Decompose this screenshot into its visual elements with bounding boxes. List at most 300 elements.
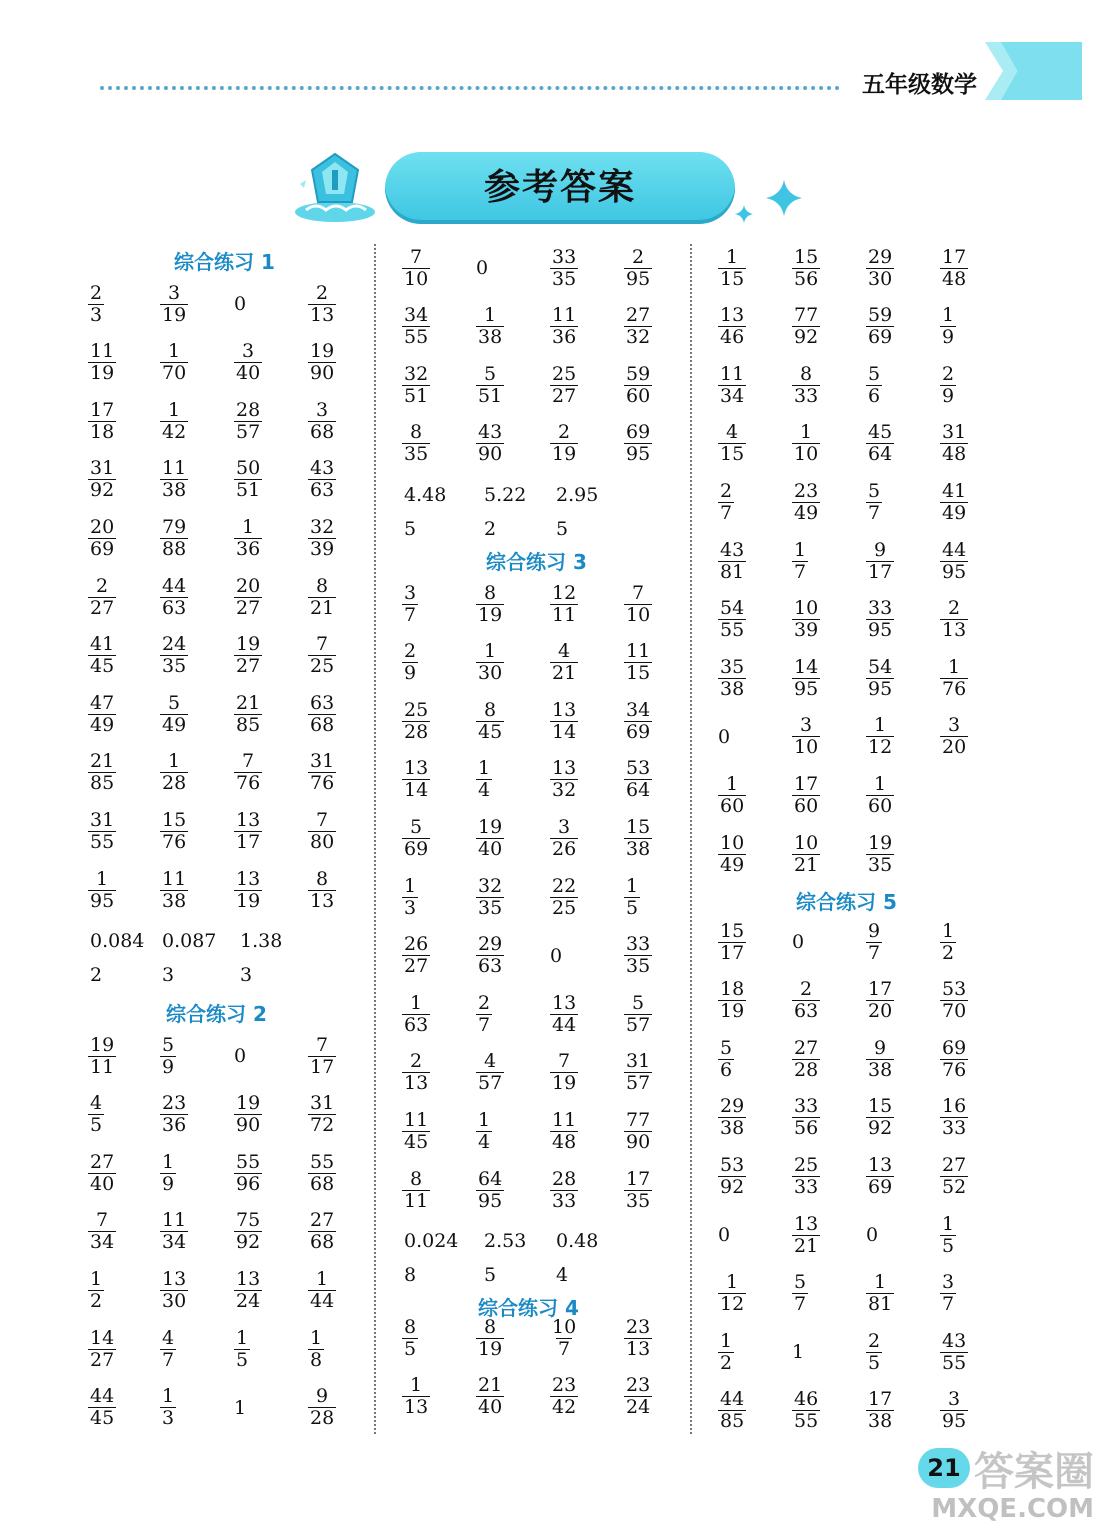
numerator: 11	[162, 457, 187, 480]
numerator: 2	[868, 1329, 881, 1352]
numerator: 32	[478, 874, 503, 897]
answer-cell	[940, 242, 968, 294]
answer-cell	[718, 916, 746, 968]
fraction	[792, 657, 820, 700]
denominator: 27	[404, 955, 429, 978]
numerator: 1	[942, 919, 955, 942]
fraction	[792, 1038, 820, 1081]
page-number: 21	[918, 1448, 970, 1488]
numerator: 1	[874, 772, 887, 795]
answer-cell	[866, 916, 882, 968]
answer-cell	[940, 1150, 968, 1202]
page-title: 参考答案	[483, 167, 636, 208]
denominator: 7	[404, 603, 417, 626]
denominator: 49	[794, 501, 819, 524]
answer-row	[0, 1033, 1102, 1085]
denominator: 95	[868, 619, 893, 642]
fraction	[940, 1389, 968, 1432]
denominator: 11	[404, 1189, 429, 1212]
fraction	[718, 364, 746, 407]
answer-cell	[866, 418, 894, 470]
answer-decimal: 0.084	[90, 930, 145, 952]
denominator: 19	[162, 303, 187, 326]
answer-value: 0	[234, 293, 247, 315]
answer-row	[0, 359, 1102, 411]
numerator: 55	[236, 1150, 261, 1173]
numerator: 1	[410, 991, 423, 1014]
answer-cell	[792, 1385, 820, 1437]
denominator: 42	[552, 1396, 577, 1419]
numerator: 54	[720, 597, 745, 620]
denominator: 21	[794, 1234, 819, 1257]
numerator: 1	[316, 1267, 329, 1290]
fraction	[792, 774, 820, 817]
numerator: 4	[726, 421, 739, 444]
numerator: 19	[236, 633, 261, 656]
fraction	[866, 1389, 894, 1432]
numerator: 46	[794, 1388, 819, 1411]
numerator: 33	[794, 1095, 819, 1118]
numerator: 77	[794, 304, 819, 327]
answer-cell	[792, 301, 820, 353]
answer-cell	[940, 1209, 956, 1261]
denominator: 69	[868, 1175, 893, 1198]
numerator: 17	[626, 1167, 651, 1190]
numerator: 10	[794, 597, 819, 620]
numerator: 1	[942, 304, 955, 327]
denominator: 45	[404, 1130, 429, 1153]
numerator: 3	[948, 1388, 961, 1411]
answer-value: 0	[718, 725, 731, 748]
denominator: 57	[626, 1013, 651, 1036]
fraction	[792, 1096, 820, 1139]
denominator: 55	[90, 830, 115, 853]
title-banner	[385, 152, 735, 224]
denominator: 44	[552, 1013, 577, 1036]
fraction	[940, 305, 956, 348]
numerator: 53	[720, 1153, 745, 1176]
answer-cell	[718, 476, 734, 528]
fraction	[792, 481, 820, 524]
numerator: 8	[316, 574, 329, 597]
denominator: 76	[162, 830, 187, 853]
denominator: 68	[310, 1172, 335, 1195]
denominator: 57	[626, 1072, 651, 1095]
answer-cell	[792, 769, 820, 821]
numerator: 31	[310, 1092, 335, 1115]
denominator: 90	[236, 1114, 261, 1137]
numerator: 43	[942, 1329, 967, 1352]
denominator: 63	[404, 1013, 429, 1036]
answer-row	[0, 769, 1102, 821]
numerator: 59	[868, 304, 893, 327]
fraction	[866, 1038, 894, 1081]
numerator: 23	[626, 1374, 651, 1397]
denominator: 12	[868, 736, 893, 759]
numerator: 23	[794, 479, 819, 502]
answer-row	[0, 1092, 1102, 1144]
numerator: 1	[726, 772, 739, 795]
fraction	[940, 422, 968, 465]
denominator: 7	[868, 501, 881, 524]
fraction	[866, 715, 894, 758]
numerator: 55	[310, 1150, 335, 1173]
denominator: 10	[404, 267, 429, 290]
answer-decimal: 2	[90, 964, 103, 986]
denominator: 55	[794, 1410, 819, 1433]
answer-decimal: 2.53	[484, 1230, 527, 1252]
fraction	[866, 247, 894, 290]
denominator: 69	[404, 837, 429, 860]
denominator: 35	[162, 655, 187, 678]
denominator: 13	[404, 1396, 429, 1419]
numerator: 5	[168, 691, 181, 714]
numerator: 10	[794, 831, 819, 854]
answer-cell	[792, 535, 808, 587]
sparkle-icon	[764, 178, 804, 218]
denominator: 36	[552, 326, 577, 349]
numerator: 75	[236, 1209, 261, 1232]
fraction	[718, 1155, 746, 1198]
denominator: 90	[310, 362, 335, 385]
numerator: 2	[948, 597, 961, 620]
denominator: 92	[236, 1231, 261, 1254]
denominator: 70	[162, 362, 187, 385]
answer-cell	[718, 301, 746, 353]
denominator: 4	[478, 1130, 491, 1153]
fraction	[940, 540, 968, 583]
answer-cell	[866, 769, 894, 821]
denominator: 45	[90, 1407, 115, 1430]
numerator: 13	[404, 757, 429, 780]
answer-cell	[940, 1268, 956, 1320]
answer-decimal: 1.38	[240, 930, 283, 952]
denominator: 92	[794, 326, 819, 349]
denominator: 9	[404, 662, 417, 685]
numerator: 27	[90, 1150, 115, 1173]
numerator: 11	[626, 640, 651, 663]
answer-value: 0	[718, 1224, 731, 1246]
denominator: 19	[236, 889, 261, 912]
numerator: 3	[404, 581, 417, 604]
numerator: 1	[168, 398, 181, 421]
numerator: 44	[942, 538, 967, 561]
answer-cell	[792, 418, 820, 470]
answer-cell	[792, 1033, 820, 1085]
numerator: 27	[310, 1209, 335, 1232]
answer-cell	[940, 652, 968, 704]
denominator: 44	[310, 1289, 335, 1312]
fraction	[866, 921, 882, 964]
numerator: 29	[720, 1095, 745, 1118]
numerator: 5	[868, 479, 881, 502]
answer-cell	[940, 535, 968, 587]
numerator: 1	[168, 750, 181, 773]
answer-cell	[718, 1326, 734, 1378]
denominator: 5	[942, 1234, 955, 1257]
numerator: 5	[794, 1271, 807, 1294]
fraction	[866, 1331, 882, 1374]
numerator: 9	[874, 1036, 887, 1059]
denominator: 69	[626, 720, 651, 743]
answer-cell	[792, 1268, 808, 1320]
denominator: 81	[868, 1293, 893, 1316]
numerator: 8	[484, 1315, 497, 1338]
watermark-url: MXQE.COM	[931, 1494, 1094, 1524]
answer-cell	[940, 594, 968, 646]
denominator: 95	[794, 677, 819, 700]
numerator: 11	[162, 867, 187, 890]
fraction	[624, 876, 640, 919]
denominator: 51	[404, 384, 429, 407]
numerator: 17	[868, 1388, 893, 1411]
section-title: 综合练习 2	[166, 1002, 267, 1026]
denominator: 33	[942, 1117, 967, 1140]
denominator: 11	[90, 1055, 115, 1078]
numerator: 13	[162, 1267, 187, 1290]
denominator: 63	[162, 596, 187, 619]
answer-cell	[940, 1385, 968, 1437]
numerator: 17	[794, 772, 819, 795]
numerator: 31	[90, 457, 115, 480]
denominator: 7	[794, 1293, 807, 1316]
denominator: 13	[626, 1337, 651, 1360]
denominator: 33	[794, 1175, 819, 1198]
numerator: 7	[96, 1209, 109, 1232]
numerator: 24	[162, 633, 187, 656]
denominator: 40	[236, 362, 261, 385]
fraction	[718, 921, 746, 964]
denominator: 27	[90, 1348, 115, 1371]
numerator: 22	[552, 874, 577, 897]
numerator: 1	[96, 867, 109, 890]
numerator: 23	[552, 1374, 577, 1397]
answer-decimal: 2.95	[556, 483, 599, 506]
denominator: 10	[626, 603, 651, 626]
answer-cell	[866, 1092, 894, 1144]
denominator: 14	[552, 720, 577, 743]
denominator: 7	[478, 1013, 491, 1036]
numerator: 4	[162, 1326, 175, 1349]
denominator: 38	[720, 1117, 745, 1140]
numerator: 19	[90, 1033, 115, 1056]
numerator: 19	[236, 1092, 261, 1115]
numerator: 13	[868, 1153, 893, 1176]
denominator: 20	[942, 736, 967, 759]
denominator: 13	[404, 1072, 429, 1095]
denominator: 10	[794, 443, 819, 466]
numerator: 17	[90, 398, 115, 421]
answer-decimal: 0.087	[162, 930, 217, 952]
denominator: 33	[552, 1189, 577, 1212]
numerator: 2	[720, 479, 733, 502]
section-title: 综合练习 3	[486, 550, 587, 574]
denominator: 9	[162, 1055, 175, 1078]
fraction	[940, 481, 968, 524]
denominator: 49	[942, 501, 967, 524]
denominator: 39	[794, 619, 819, 642]
numerator: 14	[794, 655, 819, 678]
numerator: 18	[720, 978, 745, 1001]
numerator: 14	[90, 1326, 115, 1349]
denominator: 48	[942, 443, 967, 466]
numerator: 13	[794, 1212, 819, 1235]
denominator: 14	[404, 779, 429, 802]
fraction	[940, 657, 968, 700]
numerator: 26	[404, 933, 429, 956]
answer-value: 1	[234, 1396, 247, 1419]
fraction	[718, 247, 746, 290]
denominator: 70	[942, 1000, 967, 1023]
denominator: 32	[626, 326, 651, 349]
denominator: 95	[90, 889, 115, 912]
numerator: 7	[410, 245, 423, 268]
numerator: 21	[236, 691, 261, 714]
denominator: 52	[942, 1175, 967, 1198]
numerator: 28	[552, 1167, 577, 1190]
numerator: 3	[558, 815, 571, 838]
numerator: 53	[942, 978, 967, 1001]
answer-row	[0, 652, 1102, 704]
numerator: 20	[236, 574, 261, 597]
denominator: 8	[310, 1348, 323, 1371]
fraction	[792, 715, 820, 758]
numerator: 31	[942, 421, 967, 444]
answer-decimal: 0.48	[556, 1230, 599, 1252]
numerator: 1	[162, 1385, 175, 1408]
denominator: 5	[236, 1348, 249, 1371]
numerator: 27	[942, 1153, 967, 1176]
numerator: 13	[236, 808, 261, 831]
numerator: 29	[478, 933, 503, 956]
denominator: 38	[626, 837, 651, 860]
fraction	[940, 1214, 956, 1257]
denominator: 40	[90, 1172, 115, 1195]
denominator: 13	[310, 889, 335, 912]
denominator: 38	[478, 326, 503, 349]
fraction	[718, 833, 746, 876]
denominator: 36	[162, 1114, 187, 1137]
numerator: 13	[552, 991, 577, 1014]
answer-cell	[718, 1150, 746, 1202]
numerator: 43	[310, 457, 335, 480]
denominator: 12	[720, 1293, 745, 1316]
section-title: 综合练习 1	[174, 250, 275, 274]
answer-row	[0, 828, 1102, 880]
numerator: 1	[874, 714, 887, 737]
denominator: 85	[720, 1410, 745, 1433]
numerator: 41	[942, 479, 967, 502]
answer-cell	[866, 1033, 894, 1085]
denominator: 69	[90, 537, 115, 560]
answer-cell	[718, 242, 746, 294]
numerator: 1	[800, 421, 813, 444]
numerator: 1	[720, 1329, 733, 1352]
denominator: 21	[552, 662, 577, 685]
denominator: 27	[90, 596, 115, 619]
numerator: 43	[720, 538, 745, 561]
answer-cell	[718, 594, 746, 646]
denominator: 45	[478, 720, 503, 743]
numerator: 10	[720, 831, 745, 854]
numerator: 7	[316, 633, 329, 656]
fraction	[866, 1272, 894, 1315]
fraction	[940, 979, 968, 1022]
denominator: 35	[626, 1189, 651, 1212]
numerator: 21	[90, 750, 115, 773]
numerator: 11	[90, 340, 115, 363]
numerator: 47	[90, 691, 115, 714]
fraction	[940, 921, 956, 964]
numerator: 44	[162, 574, 187, 597]
denominator: 9	[942, 326, 955, 349]
numerator: 2	[404, 640, 417, 663]
numerator: 5	[162, 1033, 175, 1056]
denominator: 39	[310, 537, 335, 560]
numerator: 2	[90, 281, 103, 304]
section-title: 综合练习 4	[478, 1296, 579, 1320]
denominator: 55	[942, 1351, 967, 1374]
answer-cell	[792, 652, 820, 704]
fraction	[792, 305, 820, 348]
answer-cell	[718, 418, 746, 470]
numerator: 25	[404, 698, 429, 721]
answer-cell	[792, 594, 820, 646]
numerator: 34	[626, 698, 651, 721]
numerator: 8	[410, 1167, 423, 1190]
denominator: 95	[868, 677, 893, 700]
fraction	[792, 598, 820, 641]
denominator: 55	[720, 619, 745, 642]
numerator: 69	[942, 1036, 967, 1059]
numerator: 2	[410, 1050, 423, 1073]
denominator: 76	[942, 677, 967, 700]
denominator: 55	[404, 326, 429, 349]
denominator: 3	[162, 1407, 175, 1430]
denominator: 17	[720, 941, 745, 964]
answer-cell	[792, 242, 820, 294]
denominator: 20	[868, 1000, 893, 1023]
answer-cell	[866, 535, 894, 587]
denominator: 36	[236, 537, 261, 560]
answer-cell	[940, 1033, 968, 1085]
answer-decimal: 0.024	[404, 1230, 459, 1252]
denominator: 35	[626, 955, 651, 978]
answer-cell	[866, 1268, 894, 1320]
denominator: 68	[310, 420, 335, 443]
answer-cell	[940, 418, 968, 470]
answer-value: 0	[234, 1045, 247, 1067]
denominator: 28	[404, 720, 429, 743]
denominator: 56	[794, 267, 819, 290]
fraction	[940, 1272, 956, 1315]
answer-row	[0, 1326, 1102, 1378]
denominator: 26	[552, 837, 577, 860]
numerator: 7	[316, 808, 329, 831]
numerator: 19	[310, 340, 335, 363]
denominator: 95	[626, 267, 651, 290]
denominator: 27	[236, 596, 261, 619]
denominator: 80	[310, 830, 335, 853]
answer-cell	[718, 1209, 730, 1261]
denominator: 56	[794, 1117, 819, 1140]
denominator: 33	[794, 384, 819, 407]
fraction	[718, 1272, 746, 1315]
denominator: 64	[626, 779, 651, 802]
fraction	[792, 1389, 820, 1432]
fraction	[718, 422, 746, 465]
numerator: 25	[552, 362, 577, 385]
